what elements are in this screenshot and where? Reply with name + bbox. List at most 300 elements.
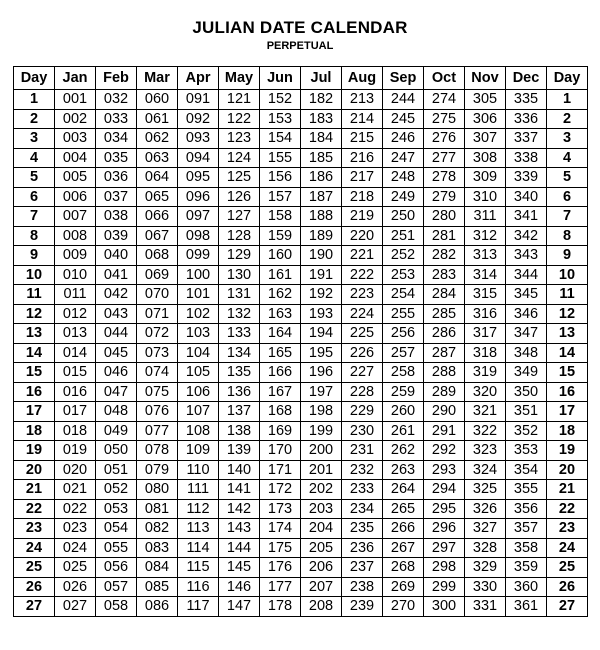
day-number-cell: 26	[547, 577, 588, 597]
julian-date-cell: 003	[55, 129, 96, 149]
julian-date-cell: 312	[465, 226, 506, 246]
day-number-cell: 3	[547, 129, 588, 149]
julian-date-cell: 270	[383, 597, 424, 617]
julian-date-cell: 040	[96, 246, 137, 266]
julian-date-cell: 283	[424, 265, 465, 285]
julian-date-cell: 300	[424, 597, 465, 617]
julian-date-cell: 292	[424, 441, 465, 461]
julian-date-cell: 043	[96, 304, 137, 324]
julian-date-cell: 338	[506, 148, 547, 168]
column-header: May	[219, 67, 260, 90]
julian-date-cell: 306	[465, 109, 506, 129]
day-number-cell: 25	[14, 558, 55, 578]
julian-date-cell: 009	[55, 246, 96, 266]
julian-date-cell: 258	[383, 363, 424, 383]
day-number-cell: 8	[14, 226, 55, 246]
julian-date-cell: 249	[383, 187, 424, 207]
julian-date-cell: 116	[178, 577, 219, 597]
julian-date-cell: 174	[260, 519, 301, 539]
julian-date-cell: 307	[465, 129, 506, 149]
julian-date-cell: 206	[301, 558, 342, 578]
julian-date-cell: 076	[137, 402, 178, 422]
julian-date-cell: 218	[342, 187, 383, 207]
day-number-cell: 14	[14, 343, 55, 363]
column-header: Jun	[260, 67, 301, 90]
julian-date-cell: 142	[219, 499, 260, 519]
julian-date-cell: 279	[424, 187, 465, 207]
julian-date-cell: 207	[301, 577, 342, 597]
julian-date-cell: 044	[96, 324, 137, 344]
julian-date-cell: 132	[219, 304, 260, 324]
column-header: Day	[14, 67, 55, 90]
day-number-cell: 26	[14, 577, 55, 597]
table-row	[14, 90, 588, 110]
julian-date-cell: 011	[55, 285, 96, 305]
day-number-cell: 7	[14, 207, 55, 227]
julian-date-cell: 341	[506, 207, 547, 227]
julian-date-cell: 318	[465, 343, 506, 363]
table-row	[14, 265, 588, 285]
julian-date-cell: 253	[383, 265, 424, 285]
julian-date-cell: 036	[96, 168, 137, 188]
julian-date-cell: 245	[383, 109, 424, 129]
julian-date-cell: 344	[506, 265, 547, 285]
julian-date-cell: 071	[137, 304, 178, 324]
julian-date-cell: 012	[55, 304, 96, 324]
julian-date-cell: 281	[424, 226, 465, 246]
julian-date-cell: 086	[137, 597, 178, 617]
julian-date-cell: 134	[219, 343, 260, 363]
julian-date-cell: 156	[260, 168, 301, 188]
julian-date-cell: 166	[260, 363, 301, 383]
julian-date-cell: 266	[383, 519, 424, 539]
julian-date-cell: 252	[383, 246, 424, 266]
julian-date-cell: 296	[424, 519, 465, 539]
julian-date-cell: 361	[506, 597, 547, 617]
julian-date-cell: 291	[424, 421, 465, 441]
page-title: JULIAN DATE CALENDAR	[192, 18, 408, 37]
julian-date-cell: 022	[55, 499, 96, 519]
julian-date-cell: 106	[178, 382, 219, 402]
julian-date-cell: 278	[424, 168, 465, 188]
julian-date-cell: 217	[342, 168, 383, 188]
julian-date-cell: 131	[219, 285, 260, 305]
day-number-cell: 25	[547, 558, 588, 578]
julian-date-cell: 313	[465, 246, 506, 266]
julian-date-cell: 104	[178, 343, 219, 363]
julian-date-cell: 196	[301, 363, 342, 383]
julian-date-cell: 103	[178, 324, 219, 344]
julian-date-cell: 159	[260, 226, 301, 246]
julian-date-cell: 178	[260, 597, 301, 617]
julian-date-cell: 046	[96, 363, 137, 383]
julian-date-cell: 255	[383, 304, 424, 324]
julian-date-cell: 277	[424, 148, 465, 168]
julian-date-cell: 269	[383, 577, 424, 597]
julian-date-cell: 282	[424, 246, 465, 266]
julian-date-cell: 140	[219, 460, 260, 480]
julian-date-cell: 127	[219, 207, 260, 227]
julian-date-cell: 200	[301, 441, 342, 461]
julian-date-cell: 360	[506, 577, 547, 597]
julian-date-cell: 311	[465, 207, 506, 227]
julian-date-cell: 215	[342, 129, 383, 149]
julian-date-cell: 167	[260, 382, 301, 402]
julian-date-cell: 091	[178, 90, 219, 110]
julian-date-cell: 146	[219, 577, 260, 597]
julian-date-cell: 223	[342, 285, 383, 305]
day-number-cell: 23	[14, 519, 55, 539]
julian-date-cell: 349	[506, 363, 547, 383]
julian-date-cell: 006	[55, 187, 96, 207]
julian-date-cell: 117	[178, 597, 219, 617]
julian-date-cell: 144	[219, 538, 260, 558]
table-row	[14, 129, 588, 149]
julian-date-cell: 107	[178, 402, 219, 422]
julian-date-cell: 353	[506, 441, 547, 461]
julian-date-cell: 345	[506, 285, 547, 305]
day-number-cell: 16	[547, 382, 588, 402]
julian-date-cell: 125	[219, 168, 260, 188]
julian-date-cell: 102	[178, 304, 219, 324]
julian-date-cell: 347	[506, 324, 547, 344]
julian-date-cell: 048	[96, 402, 137, 422]
julian-date-cell: 226	[342, 343, 383, 363]
julian-date-cell: 331	[465, 597, 506, 617]
day-number-cell: 15	[547, 363, 588, 383]
table-row	[14, 441, 588, 461]
julian-date-cell: 073	[137, 343, 178, 363]
julian-date-cell: 348	[506, 343, 547, 363]
day-number-cell: 27	[14, 597, 55, 617]
julian-date-cell: 248	[383, 168, 424, 188]
julian-date-cell: 184	[301, 129, 342, 149]
julian-date-cell: 214	[342, 109, 383, 129]
column-header: Jan	[55, 67, 96, 90]
julian-date-cell: 157	[260, 187, 301, 207]
julian-date-cell: 199	[301, 421, 342, 441]
julian-date-cell: 247	[383, 148, 424, 168]
julian-date-cell: 310	[465, 187, 506, 207]
julian-date-cell: 082	[137, 519, 178, 539]
day-number-cell: 1	[547, 90, 588, 110]
julian-date-cell: 111	[178, 480, 219, 500]
julian-date-cell: 032	[96, 90, 137, 110]
day-number-cell: 23	[547, 519, 588, 539]
column-header: Day	[547, 67, 588, 90]
julian-date-cell: 053	[96, 499, 137, 519]
julian-date-cell: 085	[137, 577, 178, 597]
julian-date-cell: 018	[55, 421, 96, 441]
julian-date-cell: 267	[383, 538, 424, 558]
julian-date-cell: 079	[137, 460, 178, 480]
day-number-cell: 1	[14, 90, 55, 110]
julian-date-cell: 261	[383, 421, 424, 441]
julian-date-cell: 233	[342, 480, 383, 500]
julian-date-cell: 033	[96, 109, 137, 129]
day-number-cell: 4	[14, 148, 55, 168]
day-number-cell: 13	[14, 324, 55, 344]
table-header-row	[14, 67, 588, 90]
table-row	[14, 597, 588, 617]
julian-date-cell: 165	[260, 343, 301, 363]
day-number-cell: 20	[14, 460, 55, 480]
julian-date-cell: 265	[383, 499, 424, 519]
julian-date-cell: 171	[260, 460, 301, 480]
julian-date-cell: 202	[301, 480, 342, 500]
julian-date-cell: 203	[301, 499, 342, 519]
julian-date-cell: 037	[96, 187, 137, 207]
table-row	[14, 538, 588, 558]
table-row	[14, 207, 588, 227]
day-number-cell: 17	[14, 402, 55, 422]
julian-date-cell: 110	[178, 460, 219, 480]
julian-date-cell: 056	[96, 558, 137, 578]
julian-date-cell: 173	[260, 499, 301, 519]
julian-date-cell: 097	[178, 207, 219, 227]
table-row	[14, 480, 588, 500]
column-header: Dec	[506, 67, 547, 90]
julian-date-cell: 328	[465, 538, 506, 558]
table-row	[14, 148, 588, 168]
julian-date-cell: 323	[465, 441, 506, 461]
julian-date-cell: 358	[506, 538, 547, 558]
table-body	[14, 90, 588, 617]
julian-date-cell: 101	[178, 285, 219, 305]
julian-date-cell: 025	[55, 558, 96, 578]
julian-date-cell: 294	[424, 480, 465, 500]
julian-date-cell: 164	[260, 324, 301, 344]
julian-date-cell: 061	[137, 109, 178, 129]
julian-date-cell: 176	[260, 558, 301, 578]
julian-date-cell: 359	[506, 558, 547, 578]
day-number-cell: 5	[547, 168, 588, 188]
table-row	[14, 402, 588, 422]
julian-date-cell: 115	[178, 558, 219, 578]
julian-date-cell: 080	[137, 480, 178, 500]
julian-date-cell: 092	[178, 109, 219, 129]
day-number-cell: 13	[547, 324, 588, 344]
julian-date-cell: 231	[342, 441, 383, 461]
table-row	[14, 558, 588, 578]
julian-date-cell: 192	[301, 285, 342, 305]
julian-date-cell: 062	[137, 129, 178, 149]
julian-date-cell: 152	[260, 90, 301, 110]
julian-date-cell: 160	[260, 246, 301, 266]
julian-date-cell: 274	[424, 90, 465, 110]
day-number-cell: 24	[14, 538, 55, 558]
table-row	[14, 304, 588, 324]
julian-date-cell: 023	[55, 519, 96, 539]
table-row	[14, 343, 588, 363]
julian-date-cell: 020	[55, 460, 96, 480]
julian-date-cell: 112	[178, 499, 219, 519]
julian-date-cell: 308	[465, 148, 506, 168]
table-row	[14, 285, 588, 305]
julian-date-cell: 139	[219, 441, 260, 461]
julian-date-cell: 133	[219, 324, 260, 344]
day-number-cell: 5	[14, 168, 55, 188]
table-row	[14, 324, 588, 344]
day-number-cell: 17	[547, 402, 588, 422]
julian-date-cell: 074	[137, 363, 178, 383]
day-number-cell: 6	[14, 187, 55, 207]
day-number-cell: 19	[547, 441, 588, 461]
julian-date-cell: 130	[219, 265, 260, 285]
julian-date-cell: 081	[137, 499, 178, 519]
julian-date-cell: 236	[342, 538, 383, 558]
julian-date-cell: 035	[96, 148, 137, 168]
julian-date-cell: 175	[260, 538, 301, 558]
julian-date-cell: 058	[96, 597, 137, 617]
table-row	[14, 421, 588, 441]
julian-date-cell: 055	[96, 538, 137, 558]
day-number-cell: 21	[547, 480, 588, 500]
day-number-cell: 18	[14, 421, 55, 441]
day-number-cell: 3	[14, 129, 55, 149]
julian-date-cell: 084	[137, 558, 178, 578]
julian-date-cell: 047	[96, 382, 137, 402]
julian-date-cell: 189	[301, 226, 342, 246]
table-row	[14, 499, 588, 519]
julian-date-cell: 289	[424, 382, 465, 402]
julian-date-cell: 237	[342, 558, 383, 578]
julian-date-cell: 225	[342, 324, 383, 344]
table-row	[14, 577, 588, 597]
julian-date-cell: 204	[301, 519, 342, 539]
day-number-cell: 20	[547, 460, 588, 480]
julian-date-cell: 208	[301, 597, 342, 617]
julian-date-cell: 325	[465, 480, 506, 500]
day-number-cell: 11	[14, 285, 55, 305]
julian-date-cell: 335	[506, 90, 547, 110]
julian-date-cell: 220	[342, 226, 383, 246]
julian-date-cell: 169	[260, 421, 301, 441]
julian-date-cell: 113	[178, 519, 219, 539]
julian-date-cell: 027	[55, 597, 96, 617]
julian-date-cell: 075	[137, 382, 178, 402]
julian-date-cell: 007	[55, 207, 96, 227]
julian-date-cell: 154	[260, 129, 301, 149]
julian-date-cell: 213	[342, 90, 383, 110]
julian-date-cell: 319	[465, 363, 506, 383]
julian-date-cell: 257	[383, 343, 424, 363]
table-row	[14, 460, 588, 480]
day-number-cell: 16	[14, 382, 55, 402]
julian-date-cell: 172	[260, 480, 301, 500]
julian-date-cell: 162	[260, 285, 301, 305]
julian-date-cell: 153	[260, 109, 301, 129]
julian-date-cell: 123	[219, 129, 260, 149]
julian-date-cell: 346	[506, 304, 547, 324]
julian-date-cell: 254	[383, 285, 424, 305]
julian-date-cell: 263	[383, 460, 424, 480]
julian-date-cell: 276	[424, 129, 465, 149]
julian-date-cell: 268	[383, 558, 424, 578]
julian-date-cell: 008	[55, 226, 96, 246]
day-number-cell: 15	[14, 363, 55, 383]
julian-date-cell: 309	[465, 168, 506, 188]
day-number-cell: 12	[14, 304, 55, 324]
julian-date-cell: 195	[301, 343, 342, 363]
julian-date-cell: 290	[424, 402, 465, 422]
table-row	[14, 519, 588, 539]
julian-date-cell: 298	[424, 558, 465, 578]
day-number-cell: 2	[14, 109, 55, 129]
julian-date-cell: 060	[137, 90, 178, 110]
julian-date-cell: 170	[260, 441, 301, 461]
day-number-cell: 7	[547, 207, 588, 227]
julian-date-cell: 054	[96, 519, 137, 539]
julian-date-cell: 021	[55, 480, 96, 500]
julian-date-cell: 158	[260, 207, 301, 227]
julian-date-cell: 143	[219, 519, 260, 539]
julian-date-cell: 183	[301, 109, 342, 129]
julian-date-cell: 095	[178, 168, 219, 188]
julian-date-cell: 096	[178, 187, 219, 207]
day-number-cell: 12	[547, 304, 588, 324]
julian-date-cell: 185	[301, 148, 342, 168]
table-row	[14, 363, 588, 383]
julian-date-cell: 314	[465, 265, 506, 285]
julian-date-cell: 045	[96, 343, 137, 363]
julian-date-cell: 093	[178, 129, 219, 149]
julian-date-cell: 145	[219, 558, 260, 578]
julian-date-cell: 141	[219, 480, 260, 500]
julian-date-cell: 004	[55, 148, 96, 168]
day-number-cell: 19	[14, 441, 55, 461]
julian-date-cell: 083	[137, 538, 178, 558]
julian-date-cell: 187	[301, 187, 342, 207]
day-number-cell: 11	[547, 285, 588, 305]
julian-date-table	[13, 66, 588, 617]
julian-date-cell: 126	[219, 187, 260, 207]
julian-date-cell: 324	[465, 460, 506, 480]
julian-date-cell: 109	[178, 441, 219, 461]
julian-date-cell: 191	[301, 265, 342, 285]
julian-date-cell: 262	[383, 441, 424, 461]
day-number-cell: 21	[14, 480, 55, 500]
day-number-cell: 10	[547, 265, 588, 285]
julian-date-cell: 122	[219, 109, 260, 129]
julian-date-cell: 010	[55, 265, 96, 285]
julian-date-cell: 147	[219, 597, 260, 617]
julian-date-cell: 099	[178, 246, 219, 266]
julian-date-cell: 129	[219, 246, 260, 266]
column-header: Oct	[424, 67, 465, 90]
julian-date-cell: 343	[506, 246, 547, 266]
table-row	[14, 187, 588, 207]
julian-date-cell: 297	[424, 538, 465, 558]
julian-date-cell: 078	[137, 441, 178, 461]
julian-date-cell: 250	[383, 207, 424, 227]
julian-date-cell: 219	[342, 207, 383, 227]
julian-date-cell: 329	[465, 558, 506, 578]
julian-date-cell: 330	[465, 577, 506, 597]
day-number-cell: 8	[547, 226, 588, 246]
day-number-cell: 24	[547, 538, 588, 558]
julian-date-cell: 051	[96, 460, 137, 480]
julian-date-cell: 128	[219, 226, 260, 246]
table-row	[14, 246, 588, 266]
julian-date-cell: 352	[506, 421, 547, 441]
julian-date-cell: 221	[342, 246, 383, 266]
julian-date-cell: 114	[178, 538, 219, 558]
julian-date-cell: 013	[55, 324, 96, 344]
julian-date-cell: 017	[55, 402, 96, 422]
julian-date-cell: 259	[383, 382, 424, 402]
julian-date-cell: 238	[342, 577, 383, 597]
